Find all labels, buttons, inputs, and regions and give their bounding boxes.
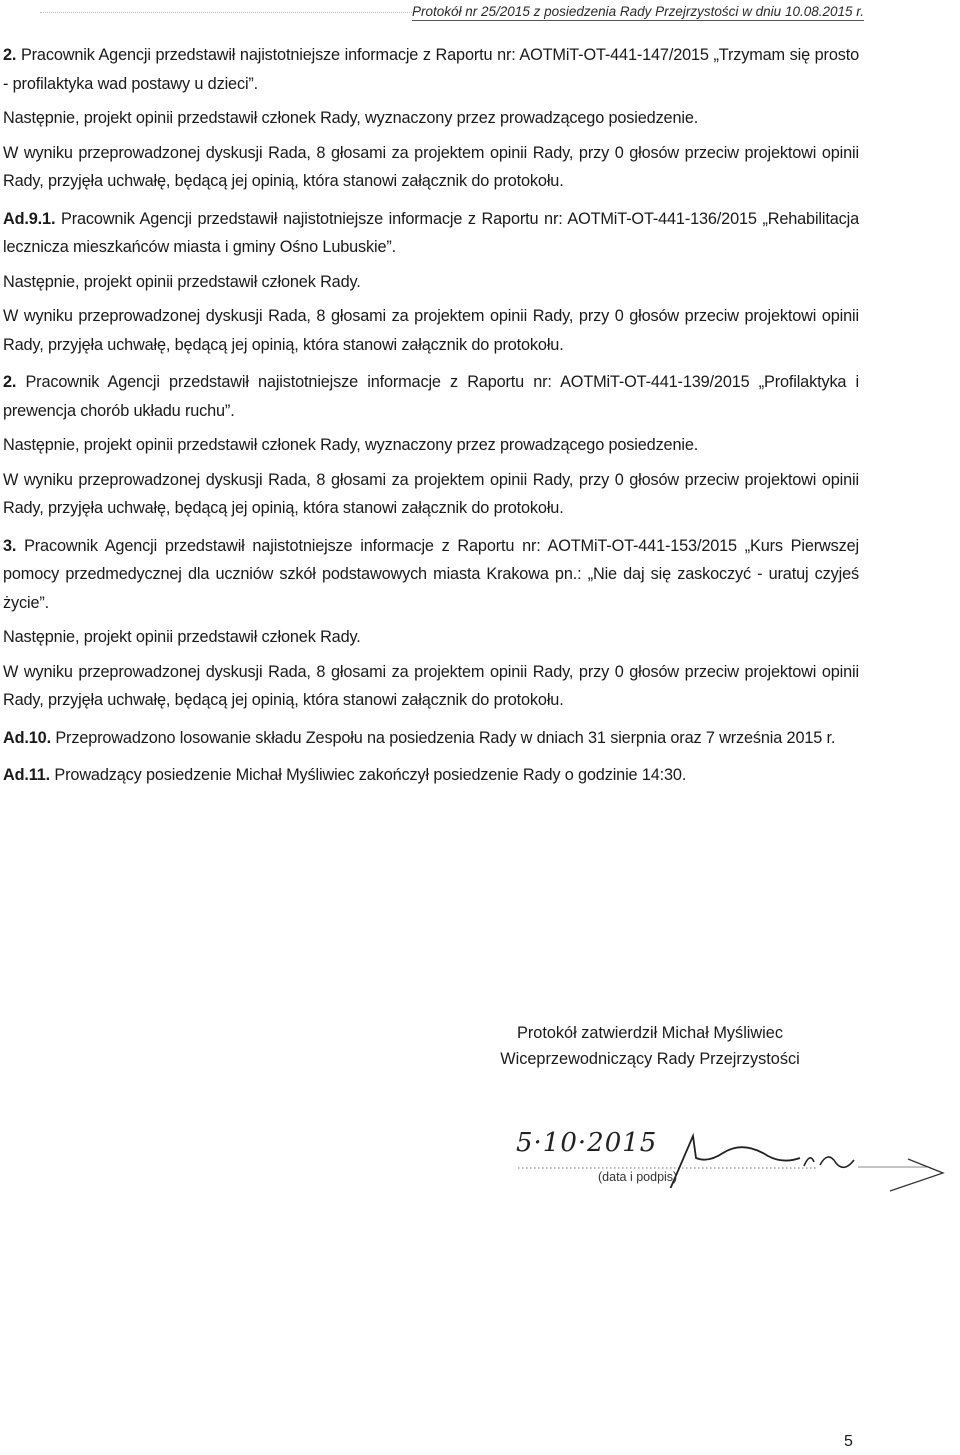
- paragraph-label: Ad.11.: [3, 766, 51, 784]
- paragraph: [3, 532, 859, 618]
- paragraph-text: W wyniku przeprowadzonej dyskusji Rada, 8 głosami za projektem opinii Rady, przy 0 głosów przeciw projektowi opinii Rady, przyjęła uchwałę, będącą jej opinią, która stanowi załącznik do protokołu.: [3, 662, 859, 709]
- paragraph: [3, 104, 859, 133]
- paragraph-text: W wyniku przeprowadzonej dyskusji Rada, 8 głosami za projektem opinii Rady, przy 0 głosów przeciw projektowi opinii Rady, przyjęła uchwałę, będącą jej opinią, która stanowi załącznik do protokołu.: [3, 470, 859, 517]
- signature-flourish: [818, 1135, 948, 1195]
- header-dotted-line: [40, 10, 420, 13]
- handwritten-date: 5·10·2015: [516, 1128, 658, 1158]
- paragraph: [3, 724, 859, 753]
- paragraph-text: Przeprowadzono losowanie składu Zespołu na posiedzenia Rady w dniach 31 sierpnia oraz 7 września 2015 r.: [50, 728, 836, 747]
- document-body: [3, 41, 859, 790]
- signature-caption: (data i podpis): [598, 1170, 678, 1184]
- paragraph-text: W wyniku przeprowadzonej dyskusji Rada, 8 głosami za projektem opinii Rady, przy 0 głosów przeciw projektowi opinii Rady, przyjęła uchwałę, będącą jej opinią, która stanowi załącznik do protokołu.: [3, 307, 859, 354]
- approval-block: [440, 1020, 860, 1072]
- paragraph: [3, 431, 859, 460]
- paragraph-text: Następnie, projekt opinii przedstawił członek Rady, wyznaczony przez prowadzącego posiedzenie.: [3, 436, 699, 454]
- paragraph-label: 2.: [3, 46, 17, 64]
- paragraph-label: 2.: [3, 373, 17, 391]
- paragraph-text: Pracownik Agencji przedstawił najistotniejsze informacje z Raportu nr: AOTMiT-OT-441-153/2015 „Kurs Pierwszej pomocy przedmedycznej dla uczniów szkół podstawowych miasta Krakowa pn.: „Nie daj się zaskoczyć - uratuj czyjeś życie”.: [3, 536, 859, 612]
- paragraph: [3, 302, 859, 359]
- paragraph: [3, 761, 859, 790]
- paragraph-label: Ad.10.: [3, 728, 51, 747]
- paragraph-label: 3.: [3, 536, 17, 555]
- paragraph: [3, 466, 859, 523]
- paragraph-text: Prowadzący posiedzenie Michał Myśliwiec zakończył posiedzenie Rady o godzinie 14:30.: [50, 766, 687, 784]
- paragraph-text: Następnie, projekt opinii przedstawił członek Rady, wyznaczony przez prowadzącego posiedzenie.: [3, 109, 699, 127]
- approval-line-1: Protokół zatwierdził Michał Myśliwiec: [517, 1024, 783, 1042]
- paragraph: [3, 623, 859, 652]
- paragraph-text: Pracownik Agencji przedstawił najistotniejsze informacje z Raportu nr: AOTMiT-OT-441-139/2015 „Profilaktyka i prewencja chorób układu ruchu”.: [3, 373, 859, 420]
- paragraph: [3, 658, 859, 715]
- paragraph-text: Następnie, projekt opinii przedstawił członek Rady.: [3, 272, 361, 291]
- approval-line-2: Wiceprzewodniczący Rady Przejrzystości: [500, 1050, 800, 1068]
- paragraph: [3, 368, 859, 425]
- paragraph: [3, 205, 859, 262]
- paragraph-label: Ad.9.1.: [3, 209, 56, 228]
- paragraph: [3, 139, 859, 196]
- page-header: Protokół nr 25/2015 z posiedzenia Rady Przejrzystości w dniu 10.08.2015 r.: [412, 4, 864, 19]
- page-number: 5: [844, 1433, 853, 1450]
- paragraph: [3, 268, 859, 297]
- paragraph: [3, 41, 859, 98]
- paragraph-text: Następnie, projekt opinii przedstawił członek Rady.: [3, 628, 361, 646]
- paragraph-text: Pracownik Agencji przedstawił najistotniejsze informacje z Raportu nr: AOTMiT-OT-441-136/2015 „Rehabilitacja lecznicza mieszkańców miasta i gminy Ośno Lubuskie”.: [3, 209, 859, 256]
- paragraph-text: W wyniku przeprowadzonej dyskusji Rada, 8 głosami za projektem opinii Rady, przy 0 głosów przeciw projektowi opinii Rady, przyjęła uchwałę, będącą jej opinią, która stanowi załącznik do protokołu.: [3, 143, 859, 190]
- paragraph-text: Pracownik Agencji przedstawił najistotniejsze informacje z Raportu nr: AOTMiT-OT-441-147/2015 „Trzymam się prosto - profilaktyka wad postawy u dzieci”.: [3, 46, 859, 93]
